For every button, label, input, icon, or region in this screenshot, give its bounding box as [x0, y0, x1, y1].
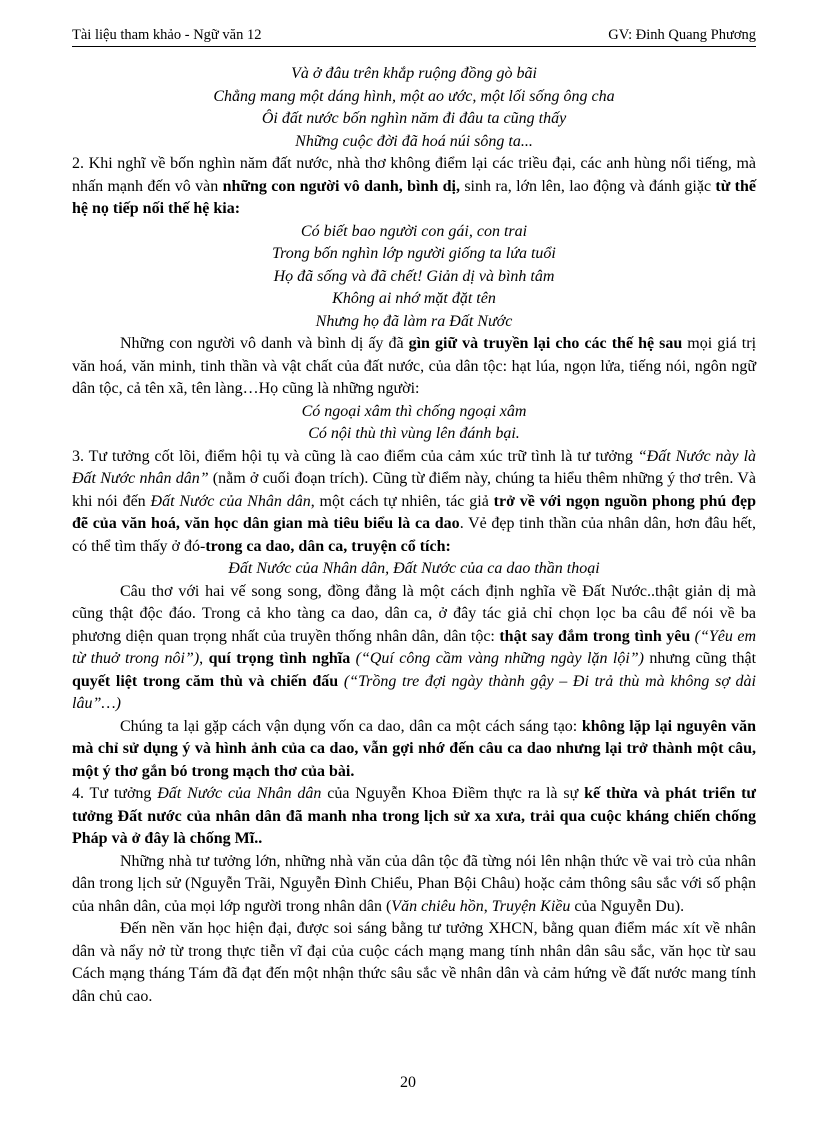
paragraph-8: Những nhà tư tưởng lớn, những nhà văn của dân tộc đã từng nói lên nhận thức về vai trò của nhân dân trong lịch sử (Nguyễn Trãi, Nguyễn Đình Chiểu, Phan Bội Châu) hoặc cảm thông sâu sắc với số phận của nhân dân, của mọi lớp người trong nhân dân (Văn chiêu hồn, Truyện Kiều của Nguyễn Du). [72, 852, 756, 915]
page-content [72, 47, 756, 1008]
poem-stanza-3 [72, 401, 756, 446]
poem-line: Họ đã sống và đã chết! Giản dị và bình tâm [273, 267, 555, 285]
poem-line: Không ai nhớ mặt đặt tên [332, 290, 496, 307]
poem-line: Nhưng họ đã làm ra Đất Nước [315, 312, 513, 330]
header-right: GV: Đinh Quang Phương [608, 27, 756, 43]
poem-line: Trong bốn nghìn lớp người giống ta lứa tuổi [272, 245, 556, 262]
paragraph-5: Câu thơ với hai vế song song, đồng đẳng là một cách định nghĩa về Đất Nước..thật giản dị mà cũng thật độc đáo. Trong cả kho tàng ca dao, dân ca, ở đây tác giả chỉ chọn lọc ba câu để nói về ba phương diện quan trọng nhất của truyền thống nhân dân, dân tộc: thật say đắm trong tình yêu (“Yêu em từ thuở trong nôi”), quí trọng tình nghĩa (“Quí công cầm vàng những ngày lặn lội”) nhưng cũng thật quyết liệt trong căm thù và chiến đấu (“Trồng tre đợi ngày thành gậy – Đi trả thù mà không sợ dài lâu”…) [72, 582, 757, 712]
paragraph-3: Những con người vô danh và bình dị ấy đã gìn giữ và truyền lại cho các thế hệ sau mọi giá trị văn hoá, văn minh, tinh thần và vật chất của đất nước, của dân tộc: hạt lúa, ngọn lửa, tiếng nói, ngôn ngữ dân tộc, cả tên xã, tên làng…Họ cũng là những người: [72, 335, 757, 397]
poem-stanza-1 [72, 63, 756, 153]
poem-stanza-2 [72, 221, 756, 334]
poem-line: Có ngoại xâm thì chống ngoại xâm [301, 402, 527, 420]
paragraph-4: 3. Tư tưởng cốt lõi, điểm hội tụ và cũng là cao điểm của cảm xúc trữ tình là tư tưởng “Đất Nước này là Đất Nước nhân dân” (nằm ở cuối đoạn trích). Cũng từ điểm này, chúng ta hiểu thêm những ý thơ trên. Và khi nói đến Đất Nước của Nhân dân, một cách tự nhiên, tác giả trở về với ngọn nguồn phong phú đẹp đẽ của văn hoá, văn học dân gian mà tiêu biểu là ca dao. Vẻ đẹp tinh thần của nhân dân, hơn đâu hết, có thể tìm thấy ở đó-trong ca dao, dân ca, truyện cổ tích: [72, 447, 757, 555]
header-left: Tài liệu tham khảo - Ngữ văn 12 [72, 27, 262, 43]
poem-line: Ôi đất nước bốn nghìn năm đi đâu ta cũng thấy [261, 110, 567, 127]
poem-line: Có nội thù thì vùng lên đánh bại. [308, 425, 520, 442]
poem-line: Có biết bao người con gái, con trai [300, 222, 528, 240]
paragraph-6: Chúng ta lại gặp cách vận dụng vốn ca dao, dân ca một cách sáng tạo: không lặp lại nguyên văn mà chỉ sử dụng ý và hình ảnh của ca dao, vẫn gợi nhớ đến câu ca dao nhưng lại trở thành một câu, một ý thơ gắn bó trong mạch thơ của bài. [72, 717, 757, 780]
page-number: 20 [400, 1074, 416, 1091]
poem-line: Và ở đâu trên khắp ruộng đồng gò bãi [291, 65, 537, 82]
paragraph-7: 4. Tư tưởng Đất Nước của Nhân dân của Nguyễn Khoa Điềm thực ra là sự kế thừa và phát triển tư tưởng Đất nước của nhân dân đã manh nha trong lịch sử xa xưa, trải qua cuộc kháng chiến chống Pháp và ở đây là chống Mĩ.. [72, 785, 757, 847]
poem-line: Chẳng mang một dáng hình, một ao ước, một lối sống ông cha [213, 87, 615, 105]
verse-line: Đất Nước của Nhân dân, Đất Nước của ca dao thần thoại [228, 560, 600, 577]
page-header [72, 22, 756, 47]
paragraph-2: 2. Khi nghĩ về bốn nghìn năm đất nước, nhà thơ không điểm lại các triều đại, các anh hùng nổi tiếng, mà nhấn mạnh đến vô vàn những con người vô danh, bình dị, sinh ra, lớn lên, lao động và đánh giặc từ thế hệ nọ tiếp nối thế hệ kia: [72, 155, 757, 217]
document-page [72, 22, 756, 1008]
poem-line: Những cuộc đời đã hoá núi sông ta... [295, 132, 533, 150]
paragraph-9: Đến nền văn học hiện đại, được soi sáng bằng tư tưởng XHCN, bằng quan điểm mác xít về nhân dân và nẩy nở từ trong thực tiễn vĩ đại của cuộc cách mạng mang tính nhân dân sâu sắc, văn học từ sau Cách mạng tháng Tám đã đạt đến một nhận thức sâu sắc về nhân dân và cảm hứng về đất nước mang tính dân chủ cao. [72, 920, 756, 1005]
